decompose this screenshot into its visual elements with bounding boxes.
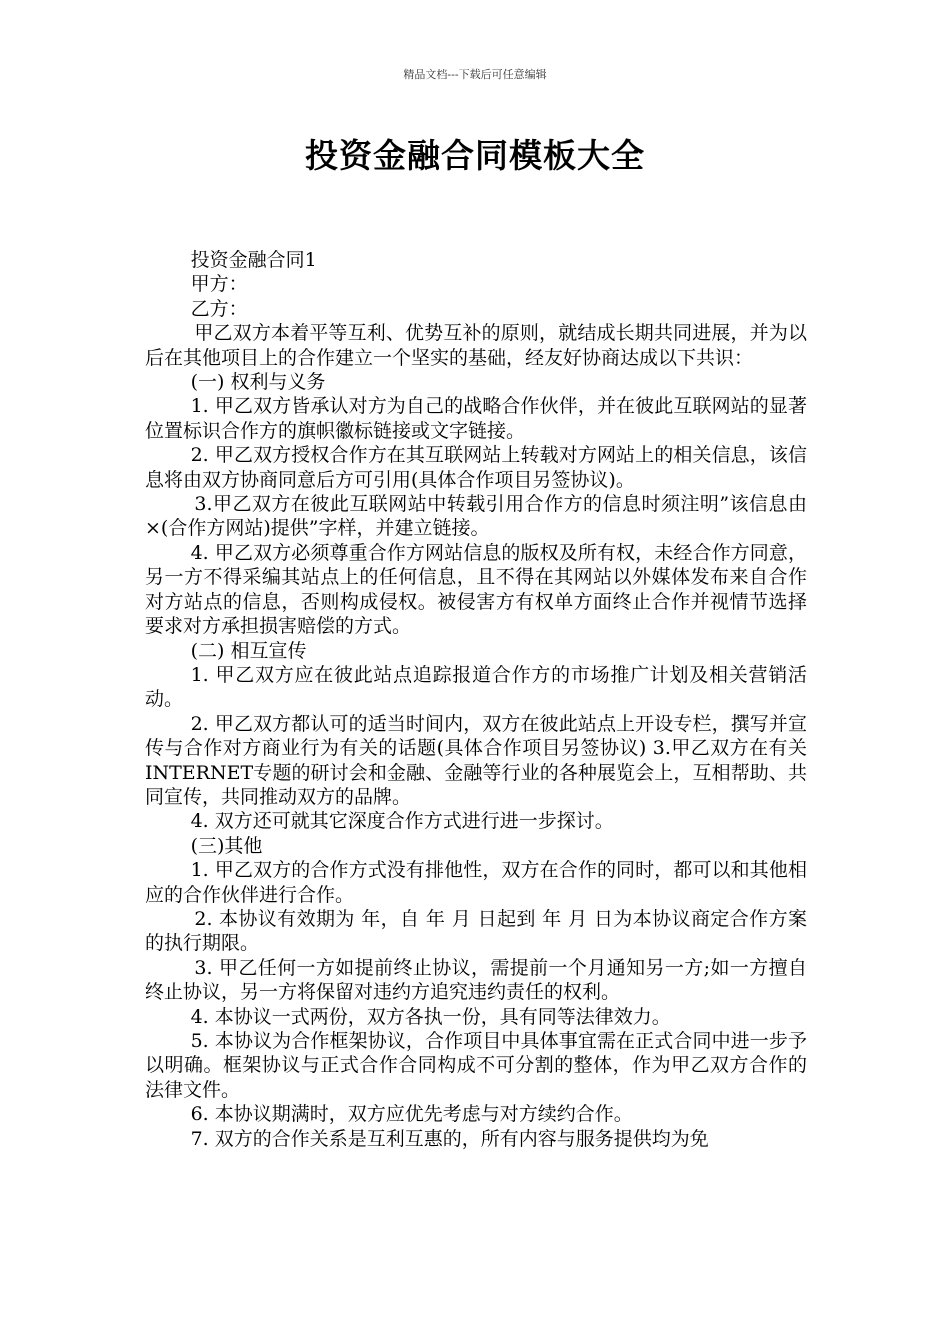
clause-paragraph: 4. 双方还可就其它深度合作方式进行进一步探讨。 [190,810,614,833]
section-heading: (三)其他 [190,834,263,857]
section-heading: (二) 相互宣传 [190,639,307,662]
header-note: 精品文档---下载后可任意编辑 [403,68,547,81]
clause-paragraph: 3.甲乙双方在彼此互联网站中转载引用合作方的信息时须注明”该信息由×(合作方网站)提供”字样，并建立链接。 [145,493,807,540]
clause-paragraph: 4. 本协议一式两份，双方各执一份，具有同等法律效力。 [190,1005,671,1028]
party-a-label: 甲方： [190,273,248,296]
clause-paragraph: 3. 甲乙任何一方如提前终止协议，需提前一个月通知另一方;如一方擅自终止协议，另一方将保留对违约方追究违约责任的权利。 [145,956,807,1004]
clause-paragraph: 2. 甲乙双方都认可的适当时间内，双方在彼此站点上开设专栏，撰写并宣传与合作对方商业行为有关的话题(具体合作项目另签协议) 3.甲乙双方在有关INTERNET专题的研讨会和金融、金融等行业的各种展览会上，互相帮助、共同宣传，共同推动双方的品牌。 [145,712,807,808]
clause-paragraph: 1. 甲乙双方应在彼此站点追踪报道合作方的市场推广计划及相关营销活动。 [145,663,807,711]
party-b-label: 乙方： [190,297,248,320]
document-title: 投资金融合同模板大全 [305,136,645,175]
clause-paragraph: 2. 甲乙双方授权合作方在其互联网站上转载对方网站上的相关信息，该信息将由双方协商同意后方可引用(具体合作项目另签协议)。 [145,444,807,491]
clause-paragraph: 5. 本协议为合作框架协议，合作项目中具体事宜需在正式合同中进一步予以明确。框架协议与正式合作合同构成不可分割的整体，作为甲乙双方合作的法律文件。 [145,1030,807,1101]
clause-paragraph: 7. 双方的合作关系是互利互惠的，所有内容与服务提供均为免 [190,1127,709,1150]
clause-paragraph: 1. 甲乙双方皆承认对方为自己的战略合作伙伴，并在彼此互联网站的显著位置标识合作方的旗帜徽标链接或文字链接。 [145,395,807,442]
section-heading: (一) 权利与义务 [190,371,326,394]
contract-heading: 投资金融合同1 [190,249,317,271]
clause-paragraph: 4. 甲乙双方必须尊重合作方网站信息的版权及所有权，未经合作方同意，另一方不得采编其站点上的任何信息，且不得在其网站以外媒体发布来自合作对方站点的信息，否则构成侵权。被侵害方有权单方面终止合作并视情节选择要求对方承担损害赔偿的方式。 [145,541,807,638]
clause-paragraph: 6. 本协议期满时，双方应优先考虑与对方续约合作。 [190,1103,633,1126]
clause-paragraph: 1. 甲乙双方的合作方式没有排他性，双方在合作的同时，都可以和其他相应的合作伙伴进行合作。 [145,859,807,906]
preamble-paragraph: 甲乙双方本着平等互利、优势互补的原则，就结成长期共同进展，并为以后在其他项目上的合作建立一个坚实的基础，经友好协商达成以下共识： [145,322,807,369]
document-body [145,248,807,1151]
clause-paragraph: 2. 本协议有效期为 年，自 年 月 日起到 年 月 日为本协议商定合作方案的执行期限。 [145,907,807,955]
